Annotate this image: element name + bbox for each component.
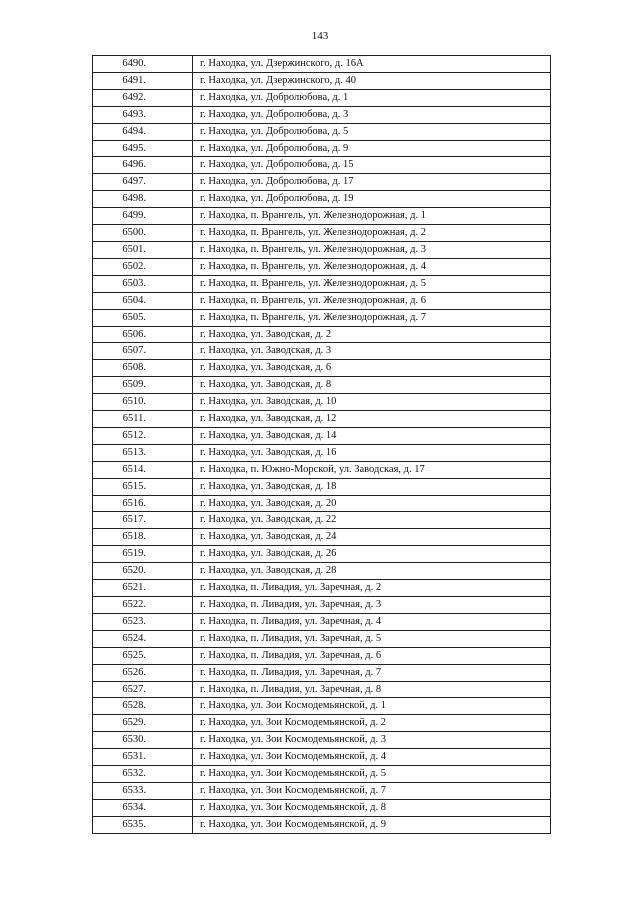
row-address: г. Находка, ул. Заводская, д. 10	[193, 394, 551, 411]
row-address: г. Находка, п. Врангель, ул. Железнодорожная, д. 3	[193, 241, 551, 258]
table-row	[93, 208, 551, 225]
table-row	[93, 106, 551, 123]
table-row	[93, 225, 551, 242]
row-address: г. Находка, ул. Заводская, д. 18	[193, 478, 551, 495]
row-address: г. Находка, ул. Зои Космодемьянской, д. 4	[193, 749, 551, 766]
row-number: 6520.	[93, 563, 193, 580]
table-row	[93, 529, 551, 546]
row-address: г. Находка, п. Врангель, ул. Железнодорожная, д. 2	[193, 225, 551, 242]
row-address: г. Находка, ул. Заводская, д. 26	[193, 546, 551, 563]
table-row	[93, 72, 551, 89]
row-number: 6533.	[93, 782, 193, 799]
table-row	[93, 563, 551, 580]
row-number: 6516.	[93, 495, 193, 512]
row-address: г. Находка, ул. Заводская, д. 28	[193, 563, 551, 580]
table-row	[93, 816, 551, 833]
row-number: 6529.	[93, 715, 193, 732]
row-number: 6524.	[93, 630, 193, 647]
row-address: г. Находка, ул. Заводская, д. 8	[193, 377, 551, 394]
row-address: г. Находка, ул. Заводская, д. 12	[193, 411, 551, 428]
row-address: г. Находка, ул. Заводская, д. 3	[193, 343, 551, 360]
row-number: 6507.	[93, 343, 193, 360]
row-number: 6531.	[93, 749, 193, 766]
row-number: 6494.	[93, 123, 193, 140]
row-number: 6505.	[93, 309, 193, 326]
row-address: г. Находка, ул. Добролюбова, д. 17	[193, 174, 551, 191]
table-row	[93, 140, 551, 157]
table-row	[93, 89, 551, 106]
table-row	[93, 275, 551, 292]
row-address: г. Находка, п. Врангель, ул. Железнодорожная, д. 5	[193, 275, 551, 292]
row-number: 6522.	[93, 597, 193, 614]
row-number: 6519.	[93, 546, 193, 563]
table-row	[93, 664, 551, 681]
table-row	[93, 326, 551, 343]
table-row	[93, 546, 551, 563]
table-row	[93, 647, 551, 664]
table-row	[93, 292, 551, 309]
row-address: г. Находка, ул. Зои Космодемьянской, д. 1	[193, 698, 551, 715]
table-row	[93, 461, 551, 478]
row-address: г. Находка, ул. Добролюбова, д. 5	[193, 123, 551, 140]
table-row	[93, 613, 551, 630]
row-address: г. Находка, ул. Заводская, д. 6	[193, 360, 551, 377]
row-address: г. Находка, п. Ливадия, ул. Заречная, д. 4	[193, 613, 551, 630]
table-row	[93, 258, 551, 275]
row-number: 6492.	[93, 89, 193, 106]
table-row	[93, 360, 551, 377]
row-address: г. Находка, п. Ливадия, ул. Заречная, д. 7	[193, 664, 551, 681]
row-address: г. Находка, п. Ливадия, ул. Заречная, д. 5	[193, 630, 551, 647]
row-number: 6506.	[93, 326, 193, 343]
row-address: г. Находка, п. Врангель, ул. Железнодорожная, д. 4	[193, 258, 551, 275]
table-row	[93, 698, 551, 715]
row-number: 6498.	[93, 191, 193, 208]
row-address: г. Находка, п. Ливадия, ул. Заречная, д. 2	[193, 580, 551, 597]
row-address: г. Находка, п. Врангель, ул. Железнодорожная, д. 6	[193, 292, 551, 309]
row-number: 6508.	[93, 360, 193, 377]
table-row	[93, 343, 551, 360]
table-row	[93, 597, 551, 614]
row-address: г. Находка, ул. Зои Космодемьянской, д. 7	[193, 782, 551, 799]
row-number: 6509.	[93, 377, 193, 394]
row-address: г. Находка, ул. Зои Космодемьянской, д. 3	[193, 732, 551, 749]
table-row	[93, 478, 551, 495]
table-row	[93, 749, 551, 766]
table-row	[93, 309, 551, 326]
row-number: 6490.	[93, 56, 193, 73]
row-address: г. Находка, ул. Дзержинского, д. 16А	[193, 56, 551, 73]
table-row	[93, 681, 551, 698]
row-address: г. Находка, ул. Зои Космодемьянской, д. 9	[193, 816, 551, 833]
row-number: 6491.	[93, 72, 193, 89]
row-address: г. Находка, ул. Добролюбова, д. 9	[193, 140, 551, 157]
row-address: г. Находка, п. Ливадия, ул. Заречная, д. 8	[193, 681, 551, 698]
table-row	[93, 394, 551, 411]
row-number: 6523.	[93, 613, 193, 630]
table-row	[93, 123, 551, 140]
row-number: 6525.	[93, 647, 193, 664]
row-address: г. Находка, ул. Добролюбова, д. 19	[193, 191, 551, 208]
row-number: 6504.	[93, 292, 193, 309]
table-row	[93, 444, 551, 461]
row-address: г. Находка, ул. Добролюбова, д. 3	[193, 106, 551, 123]
row-number: 6512.	[93, 427, 193, 444]
row-number: 6499.	[93, 208, 193, 225]
row-number: 6496.	[93, 157, 193, 174]
table-row	[93, 715, 551, 732]
row-number: 6521.	[93, 580, 193, 597]
table-row	[93, 766, 551, 783]
row-number: 6503.	[93, 275, 193, 292]
row-number: 6510.	[93, 394, 193, 411]
row-address: г. Находка, ул. Зои Космодемьянской, д. 2	[193, 715, 551, 732]
row-number: 6517.	[93, 512, 193, 529]
table-row	[93, 174, 551, 191]
row-number: 6527.	[93, 681, 193, 698]
row-number: 6511.	[93, 411, 193, 428]
row-address: г. Находка, ул. Добролюбова, д. 1	[193, 89, 551, 106]
table-row	[93, 495, 551, 512]
row-address: г. Находка, ул. Заводская, д. 16	[193, 444, 551, 461]
address-table	[92, 55, 551, 834]
table-row	[93, 580, 551, 597]
row-number: 6532.	[93, 766, 193, 783]
row-number: 6501.	[93, 241, 193, 258]
row-number: 6530.	[93, 732, 193, 749]
table-row	[93, 191, 551, 208]
row-number: 6513.	[93, 444, 193, 461]
row-number: 6514.	[93, 461, 193, 478]
page-number: 143	[311, 30, 329, 42]
row-number: 6518.	[93, 529, 193, 546]
row-number: 6497.	[93, 174, 193, 191]
row-number: 6502.	[93, 258, 193, 275]
row-address: г. Находка, п. Южно-Морской, ул. Заводская, д. 17	[193, 461, 551, 478]
row-address: г. Находка, ул. Зои Космодемьянской, д. 8	[193, 799, 551, 816]
table-row	[93, 157, 551, 174]
row-address: г. Находка, ул. Зои Космодемьянской, д. 5	[193, 766, 551, 783]
row-address: г. Находка, ул. Заводская, д. 2	[193, 326, 551, 343]
row-number: 6500.	[93, 225, 193, 242]
table-row	[93, 630, 551, 647]
row-number: 6534.	[93, 799, 193, 816]
row-address: г. Находка, ул. Заводская, д. 20	[193, 495, 551, 512]
row-address: г. Находка, ул. Заводская, д. 24	[193, 529, 551, 546]
row-address: г. Находка, п. Ливадия, ул. Заречная, д. 6	[193, 647, 551, 664]
table-row	[93, 377, 551, 394]
row-address: г. Находка, п. Врангель, ул. Железнодорожная, д. 7	[193, 309, 551, 326]
row-address: г. Находка, п. Ливадия, ул. Заречная, д. 3	[193, 597, 551, 614]
table-row	[93, 732, 551, 749]
row-number: 6495.	[93, 140, 193, 157]
row-address: г. Находка, ул. Дзержинского, д. 40	[193, 72, 551, 89]
row-address: г. Находка, ул. Заводская, д. 14	[193, 427, 551, 444]
table-row	[93, 782, 551, 799]
table-row	[93, 56, 551, 73]
table-row	[93, 512, 551, 529]
address-table-body	[93, 56, 551, 834]
table-row	[93, 411, 551, 428]
table-row	[93, 241, 551, 258]
row-number: 6515.	[93, 478, 193, 495]
row-address: г. Находка, ул. Добролюбова, д. 15	[193, 157, 551, 174]
row-address: г. Находка, п. Врангель, ул. Железнодорожная, д. 1	[193, 208, 551, 225]
row-address: г. Находка, ул. Заводская, д. 22	[193, 512, 551, 529]
row-number: 6493.	[93, 106, 193, 123]
row-number: 6535.	[93, 816, 193, 833]
table-row	[93, 427, 551, 444]
table-row	[93, 799, 551, 816]
row-number: 6528.	[93, 698, 193, 715]
row-number: 6526.	[93, 664, 193, 681]
